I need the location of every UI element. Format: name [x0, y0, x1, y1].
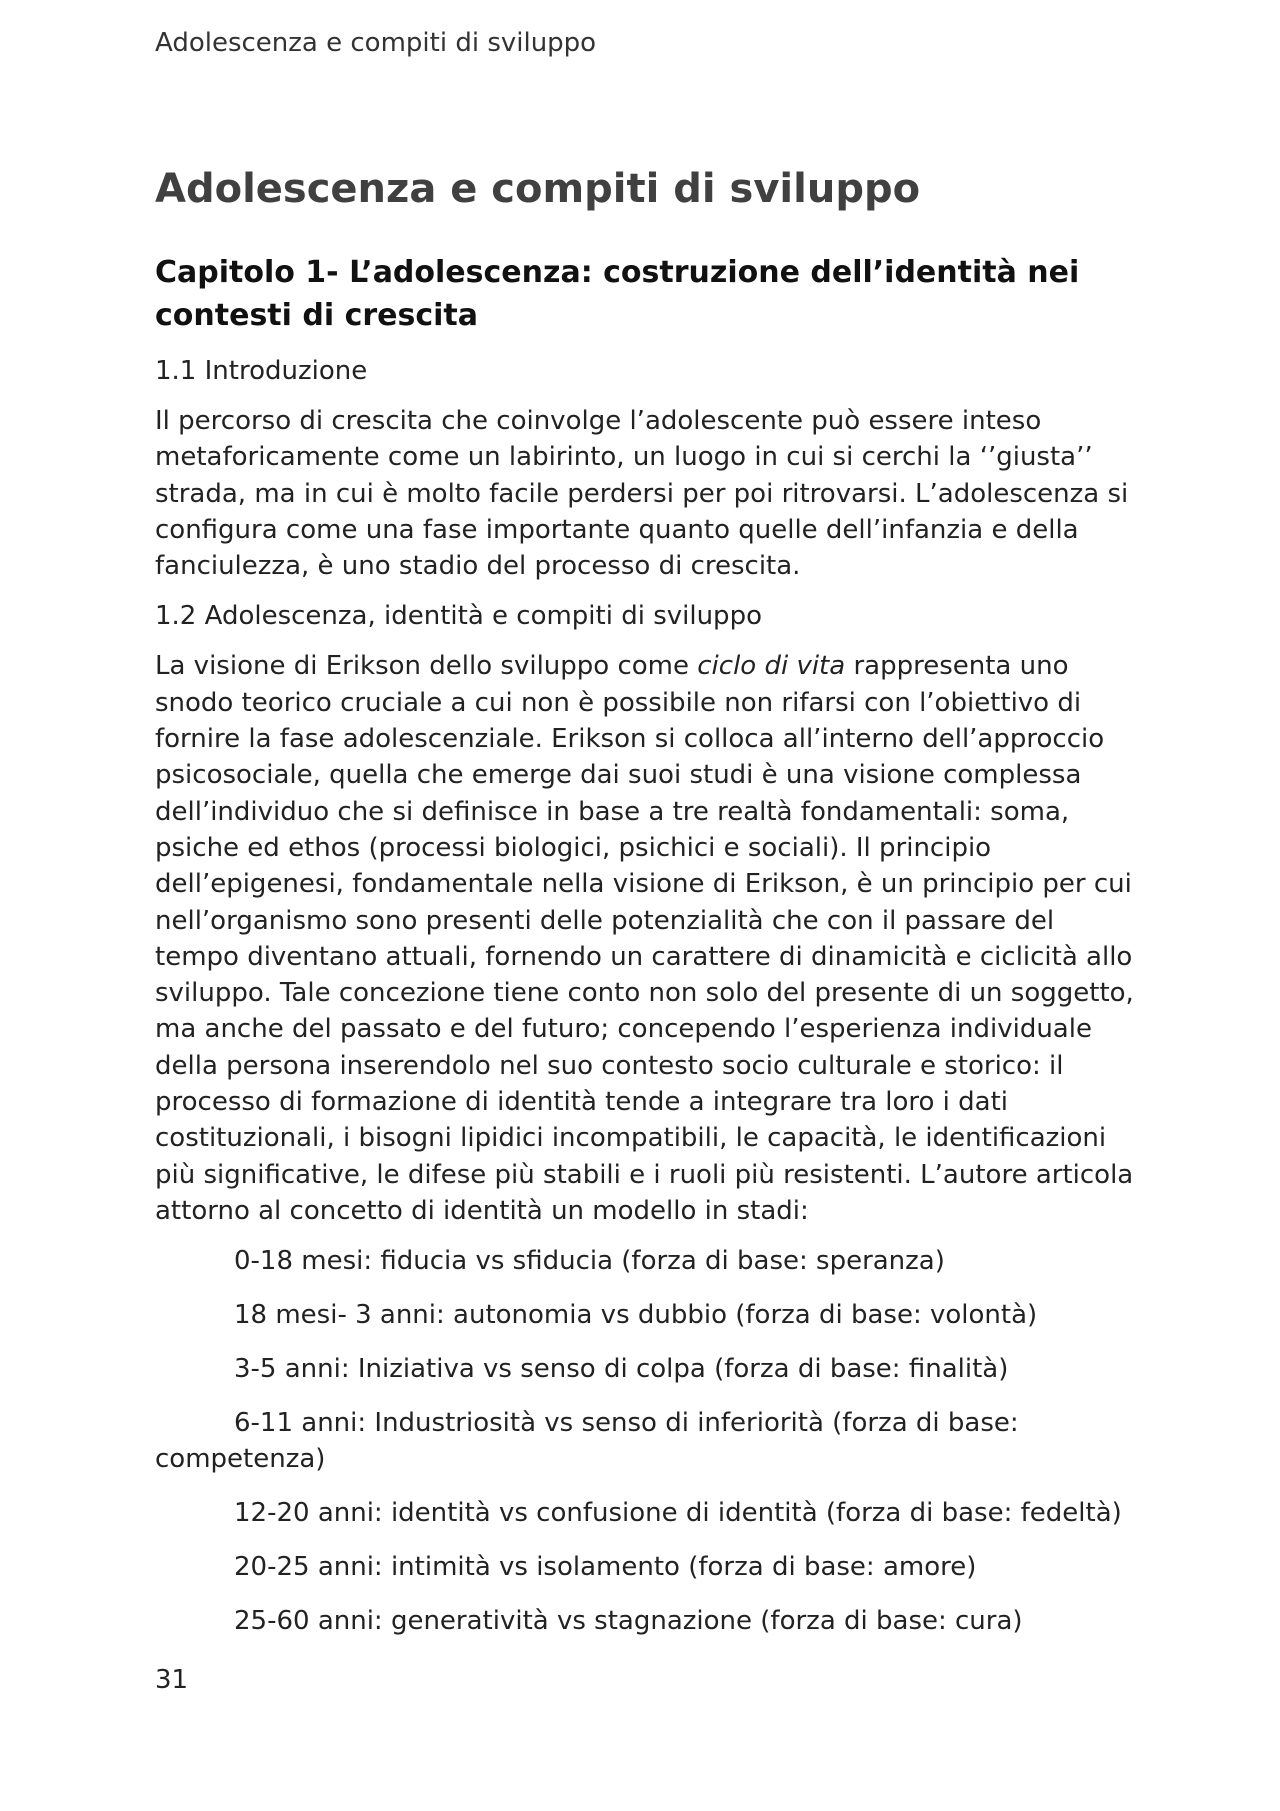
- stage-item: 18 mesi- 3 anni: autonomia vs dubbio (forza di base: volontà): [234, 1300, 1038, 1331]
- document-title: Adolescenza e compiti di sviluppo: [155, 166, 921, 212]
- section-heading-identita: 1.2 Adolescenza, identità e compiti di sviluppo: [155, 601, 762, 632]
- stage-item: 0-18 mesi: fiducia vs sfiducia (forza di base: speranza): [234, 1246, 945, 1277]
- stages-list: [155, 1243, 1135, 1639]
- stage-item: 12-20 anni: identità vs confusione di identità (forza di base: fedeltà): [234, 1498, 1122, 1529]
- paragraph-introduzione: Il percorso di crescita che coinvolge l’adolescente può essere inteso metaforicamente come un labirinto, un luogo in cui si cerchi la ‘’giusta’’ strada, ma in cui è molto facile perdersi per poi ritrovarsi. L’adolescenza si configura come una fase importante quanto quelle dell’infanzia e della fanciulezza, è uno stadio del processo di crescita.: [155, 406, 1129, 582]
- paragraph-erikson-italic: ciclo di vita: [697, 651, 846, 682]
- paragraph-erikson-start: La visione di Erikson dello sviluppo come: [155, 651, 698, 682]
- page-number: 31: [155, 1665, 189, 1695]
- paragraph-erikson: [155, 648, 1135, 1229]
- section-heading-introduzione: 1.1 Introduzione: [155, 356, 368, 386]
- stage-item: 3-5 anni: Iniziativa vs senso di colpa (forza di base: finalità): [234, 1354, 1009, 1385]
- paragraph-erikson-end: rappresenta uno snodo teorico cruciale a cui non è possibile non rifarsi con l’obiettivo di fornire la fase adolescenziale. Erikson si colloca all’interno dell’approccio psicosociale, quella che emerge dai suoi studi è una visione complessa dell’individuo che si definisce in base a tre realtà fondamentali: soma, psiche ed ethos (processi biologici, psichici e sociali). Il principio dell’epigenesi, fondamentale nella visione di Erikson, è un principio per cui nell’organismo sono presenti delle potenzialità che con il passare del tempo diventano attuali, fornendo un carattere di dinamicità e ciclicità allo sviluppo. Tale concezione tiene conto non solo del presente di un soggetto, ma anche del passato e del futuro; concependo l’esperienza individuale della persona inserendolo nel suo contesto socio culturale e storico: il processo di formazione di identità tende a integrare tra loro i dati costituzionali, i bisogni lipidici incompatibili, le capacità, le identificazioni più significative, le difese più stabili e i ruoli più resistenti. L’autore articola attorno al concetto di identità un modello in stadi:: [155, 651, 1134, 1226]
- stage-item: 20-25 anni: intimità vs isolamento (forza di base: amore): [234, 1552, 977, 1583]
- page-content: [155, 165, 1135, 1657]
- stage-item: 6-11 anni: Industriosità vs senso di inferiorità (forza di base: competenza): [155, 1408, 1019, 1475]
- running-header: Adolescenza e compiti di sviluppo: [155, 28, 597, 58]
- chapter-title: Capitolo 1- L’adolescenza: costruzione dell’identità nei contesti di crescita: [155, 255, 1080, 333]
- stage-item: 25-60 anni: generatività vs stagnazione (forza di base: cura): [234, 1606, 1023, 1637]
